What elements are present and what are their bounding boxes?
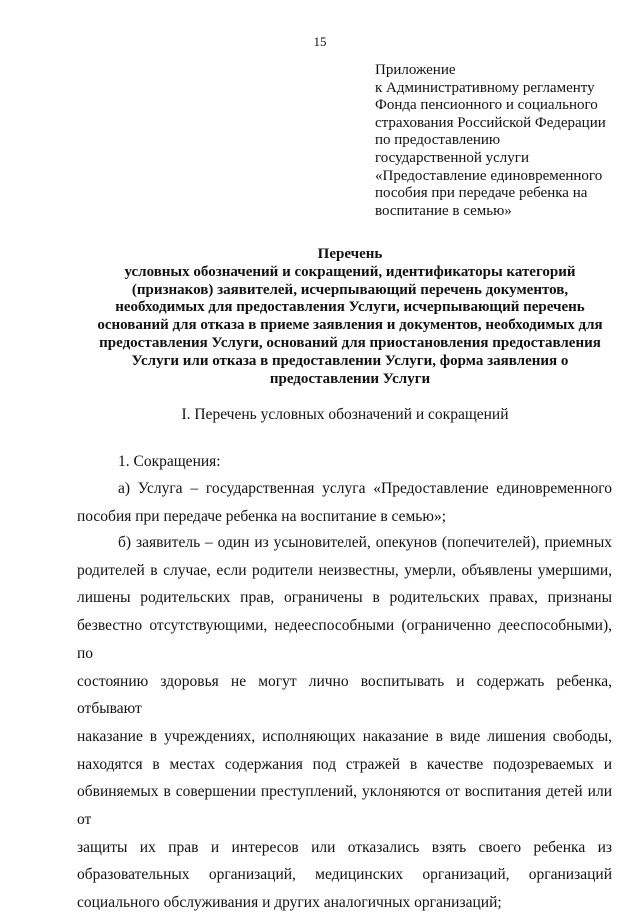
paragraph-line: наказание в учреждениях, исполняющих наказание в виде лишения свободы, bbox=[77, 727, 612, 745]
paragraph-line: обвиняемых в совершении преступлений, уклоняются от воспитания детей или от bbox=[77, 783, 612, 829]
title-line: предоставления Услуги, оснований для приостановления предоставления bbox=[99, 334, 601, 351]
document-title bbox=[85, 246, 615, 388]
appendix-line: воспитание в семью» bbox=[375, 202, 512, 219]
paragraph-line: состоянию здоровья не могут лично воспитывать и содержать ребенка, отбывают bbox=[77, 672, 612, 718]
appendix-line: пособия при передаче ребенка на bbox=[375, 185, 588, 202]
appendix-line: страхования Российской Федерации bbox=[375, 114, 606, 131]
item-heading: 1. Сокращения: bbox=[118, 453, 221, 470]
appendix-line: к Административному регламенту bbox=[375, 79, 595, 96]
paragraph-line: б) заявитель – один из усыновителей, опекунов (попечителей), приемных bbox=[118, 534, 612, 551]
title-line: необходимых для предоставления Услуги, исчерпывающий перечень bbox=[115, 299, 585, 316]
appendix-block bbox=[375, 62, 620, 220]
paragraph-a bbox=[77, 475, 612, 530]
appendix-line: «Предоставление единовременного bbox=[375, 167, 603, 184]
paragraph-b bbox=[77, 529, 612, 917]
appendix-line: Фонда пенсионного и социального bbox=[375, 97, 598, 114]
paragraph-line: находятся в местах содержания под стражей в качестве подозреваемых и bbox=[77, 755, 612, 773]
title-line: Услуги или отказа в предоставлении Услуги, форма заявления о bbox=[131, 352, 569, 369]
page-number: 15 bbox=[313, 34, 327, 49]
paragraph-line: родителей в случае, если родители неизвестны, умерли, объявлены умершими, bbox=[77, 561, 612, 579]
title-line: (признаков) заявителей, исчерпывающий перечень документов, bbox=[131, 281, 569, 298]
title-line: Перечень bbox=[317, 246, 383, 262]
title-line: условных обозначений и сокращений, идентификаторы категорий bbox=[124, 263, 576, 280]
appendix-line: Приложение bbox=[375, 62, 456, 78]
paragraph-line: а) Услуга – государственная услуга «Предоставление единовременного bbox=[118, 480, 612, 497]
paragraph-line: социального обслуживания и других аналогичных организаций; bbox=[77, 894, 502, 912]
paragraph-line: пособия при передаче ребенка на воспитание в семью»; bbox=[77, 507, 447, 525]
paragraph-line: безвестно отсутствующими, недееспособными (ограниченно дееспособными), по bbox=[77, 617, 612, 662]
paragraph-line: лишены родительских прав, ограничены в родительских правах, признаны bbox=[77, 589, 612, 607]
title-line: предоставлении Услуги bbox=[269, 370, 431, 387]
title-line: оснований для отказа в приеме заявления и документов, необходимых для bbox=[97, 317, 603, 334]
paragraph-line: образовательных организаций, медицинских организаций, организаций bbox=[77, 866, 612, 884]
section-heading: I. Перечень условных обозначений и сокращений bbox=[181, 406, 509, 423]
paragraph-line: защиты их прав и интересов или отказались взять своего ребенка из bbox=[77, 838, 612, 856]
appendix-line: по предоставлению bbox=[375, 132, 501, 149]
appendix-line: государственной услуги bbox=[375, 149, 529, 166]
